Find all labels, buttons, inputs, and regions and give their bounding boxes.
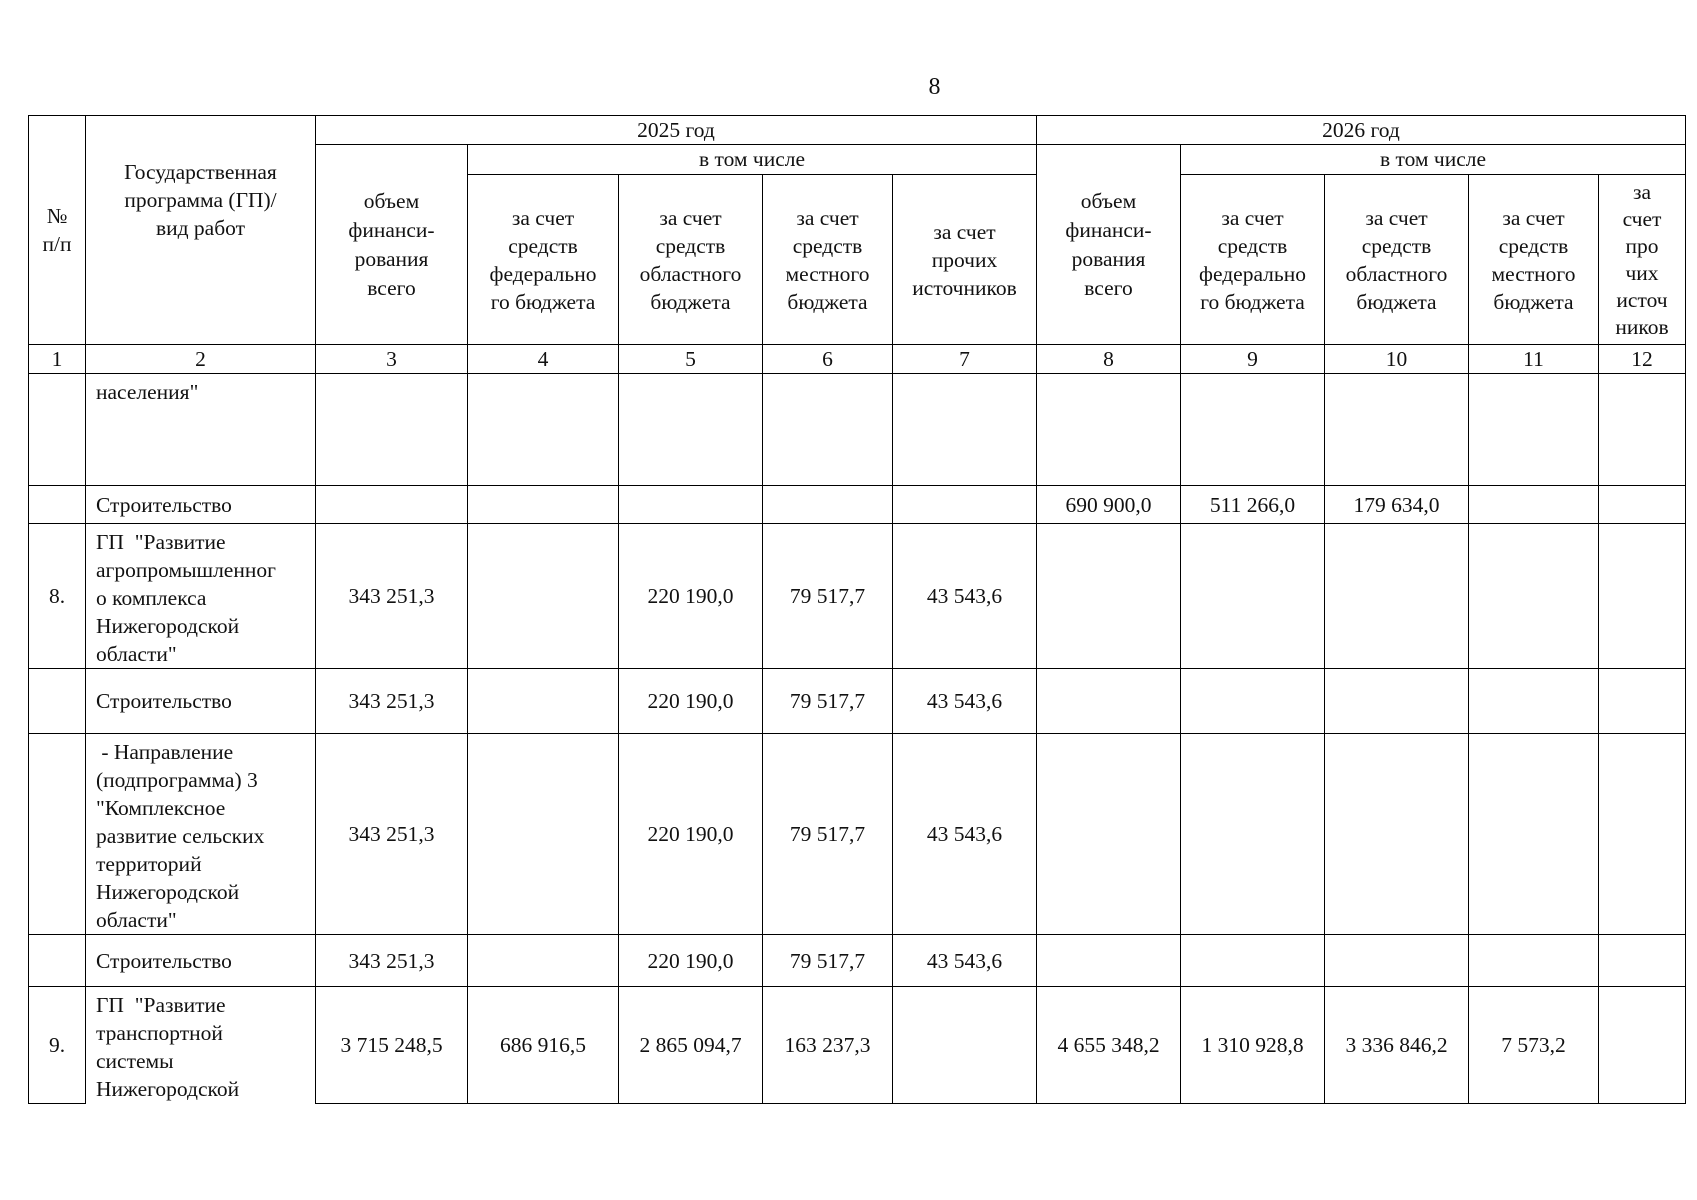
header-mest-2025: за счет средств местного бюджета — [763, 175, 893, 345]
cell-value — [1325, 935, 1469, 987]
cell-value: 511 266,0 — [1181, 486, 1325, 524]
cell-value — [1181, 374, 1325, 486]
cell-value: 343 251,3 — [316, 669, 468, 734]
row-number: 9. — [29, 987, 86, 1104]
header-obl-2026: за счет средств областного бюджета — [1325, 175, 1469, 345]
budget-table — [28, 115, 1686, 1104]
table-row — [29, 987, 1686, 1104]
column-number: 12 — [1599, 345, 1686, 374]
table-row — [29, 486, 1686, 524]
cell-value: 343 251,3 — [316, 935, 468, 987]
cell-value — [619, 374, 763, 486]
cell-value — [1325, 524, 1469, 669]
row-name: населения" — [86, 374, 316, 486]
cell-value — [316, 374, 468, 486]
cell-value: 220 190,0 — [619, 935, 763, 987]
column-number: 8 — [1037, 345, 1181, 374]
cell-value: 179 634,0 — [1325, 486, 1469, 524]
cell-value — [893, 486, 1037, 524]
cell-value: 79 517,7 — [763, 935, 893, 987]
header-mest-2026: за счет средств местного бюджета — [1469, 175, 1599, 345]
header-incl-2025: в том числе — [468, 145, 1037, 175]
row-number — [29, 669, 86, 734]
cell-value — [1325, 734, 1469, 935]
row-name: - Направление (подпрограмма) 3 "Комплексное развитие сельских территорий Нижегородской области" — [86, 734, 316, 935]
cell-value: 220 190,0 — [619, 669, 763, 734]
cell-value — [763, 486, 893, 524]
cell-value: 43 543,6 — [893, 669, 1037, 734]
row-name: Строительство — [86, 935, 316, 987]
row-name: Строительство — [86, 669, 316, 734]
cell-value — [1469, 734, 1599, 935]
cell-value — [468, 734, 619, 935]
cell-value: 163 237,3 — [763, 987, 893, 1104]
cell-value — [1181, 734, 1325, 935]
row-number — [29, 935, 86, 987]
cell-value — [468, 935, 619, 987]
column-number: 1 — [29, 345, 86, 374]
cell-value — [763, 374, 893, 486]
row-name: ГП "Развитие агропромышленног о комплекса Нижегородской области" — [86, 524, 316, 669]
cell-value — [1181, 524, 1325, 669]
cell-value: 3 336 846,2 — [1325, 987, 1469, 1104]
cell-value — [893, 374, 1037, 486]
cell-value — [468, 669, 619, 734]
column-number: 11 — [1469, 345, 1599, 374]
table-row — [29, 935, 1686, 987]
page-number: 8 — [928, 74, 941, 100]
row-number — [29, 734, 86, 935]
cell-value — [468, 524, 619, 669]
cell-value — [1325, 669, 1469, 734]
column-number: 2 — [86, 345, 316, 374]
cell-value — [468, 374, 619, 486]
column-number: 7 — [893, 345, 1037, 374]
row-name: ГП "Развитие транспортной системы Нижегородской — [86, 987, 316, 1104]
column-number: 5 — [619, 345, 763, 374]
cell-value: 79 517,7 — [763, 524, 893, 669]
cell-value: 79 517,7 — [763, 734, 893, 935]
cell-value — [1325, 374, 1469, 486]
cell-value — [893, 987, 1037, 1104]
cell-value — [1037, 734, 1181, 935]
cell-value — [1599, 374, 1686, 486]
cell-value: 43 543,6 — [893, 524, 1037, 669]
cell-value: 1 310 928,8 — [1181, 987, 1325, 1104]
cell-value: 343 251,3 — [316, 524, 468, 669]
cell-value — [1599, 935, 1686, 987]
cell-value — [1599, 734, 1686, 935]
table-row — [29, 734, 1686, 935]
cell-value: 343 251,3 — [316, 734, 468, 935]
column-number: 10 — [1325, 345, 1469, 374]
header-total-2025: объем финанси- рования всего — [316, 145, 468, 345]
header-incl-2026: в том числе — [1181, 145, 1686, 175]
column-number: 3 — [316, 345, 468, 374]
cell-value: 690 900,0 — [1037, 486, 1181, 524]
row-number — [29, 374, 86, 486]
cell-value — [1181, 669, 1325, 734]
row-number: 8. — [29, 524, 86, 669]
cell-value: 686 916,5 — [468, 987, 619, 1104]
column-number: 6 — [763, 345, 893, 374]
header-year-2026: 2026 год — [1037, 116, 1686, 145]
table-row — [29, 524, 1686, 669]
cell-value: 3 715 248,5 — [316, 987, 468, 1104]
column-number-row — [29, 345, 1686, 374]
table-row — [29, 669, 1686, 734]
cell-value: 7 573,2 — [1469, 987, 1599, 1104]
cell-value: 4 655 348,2 — [1037, 987, 1181, 1104]
header-fed-2026: за счет средств федерально го бюджета — [1181, 175, 1325, 345]
header-total-2026: объем финанси- рования всего — [1037, 145, 1181, 345]
cell-value — [1181, 935, 1325, 987]
cell-value — [1599, 486, 1686, 524]
cell-value — [1599, 524, 1686, 669]
cell-value — [468, 486, 619, 524]
cell-value: 43 543,6 — [893, 935, 1037, 987]
header-proch-2025: за счет прочих источников — [893, 175, 1037, 345]
cell-value: 2 865 094,7 — [619, 987, 763, 1104]
cell-value — [1599, 987, 1686, 1104]
table-row — [29, 374, 1686, 486]
header-proch-2026: за счет про чих источ ников — [1599, 175, 1686, 345]
cell-value: 43 543,6 — [893, 734, 1037, 935]
cell-value — [1469, 524, 1599, 669]
cell-value: 79 517,7 — [763, 669, 893, 734]
column-number: 9 — [1181, 345, 1325, 374]
cell-value — [1469, 486, 1599, 524]
cell-value — [1469, 669, 1599, 734]
row-number — [29, 486, 86, 524]
cell-value — [1037, 935, 1181, 987]
column-number: 4 — [468, 345, 619, 374]
header-num: № п/п — [29, 116, 86, 345]
header-year-2025: 2025 год — [316, 116, 1037, 145]
header-fed-2025: за счет средств федерально го бюджета — [468, 175, 619, 345]
cell-value — [619, 486, 763, 524]
cell-value: 220 190,0 — [619, 734, 763, 935]
header-obl-2025: за счет средств областного бюджета — [619, 175, 763, 345]
row-name: Строительство — [86, 486, 316, 524]
cell-value — [1469, 374, 1599, 486]
cell-value — [1037, 374, 1181, 486]
cell-value: 220 190,0 — [619, 524, 763, 669]
cell-value — [316, 486, 468, 524]
cell-value — [1037, 524, 1181, 669]
header-program: Государственная программа (ГП)/ вид работ — [86, 116, 316, 345]
cell-value — [1037, 669, 1181, 734]
cell-value — [1469, 935, 1599, 987]
cell-value — [1599, 669, 1686, 734]
